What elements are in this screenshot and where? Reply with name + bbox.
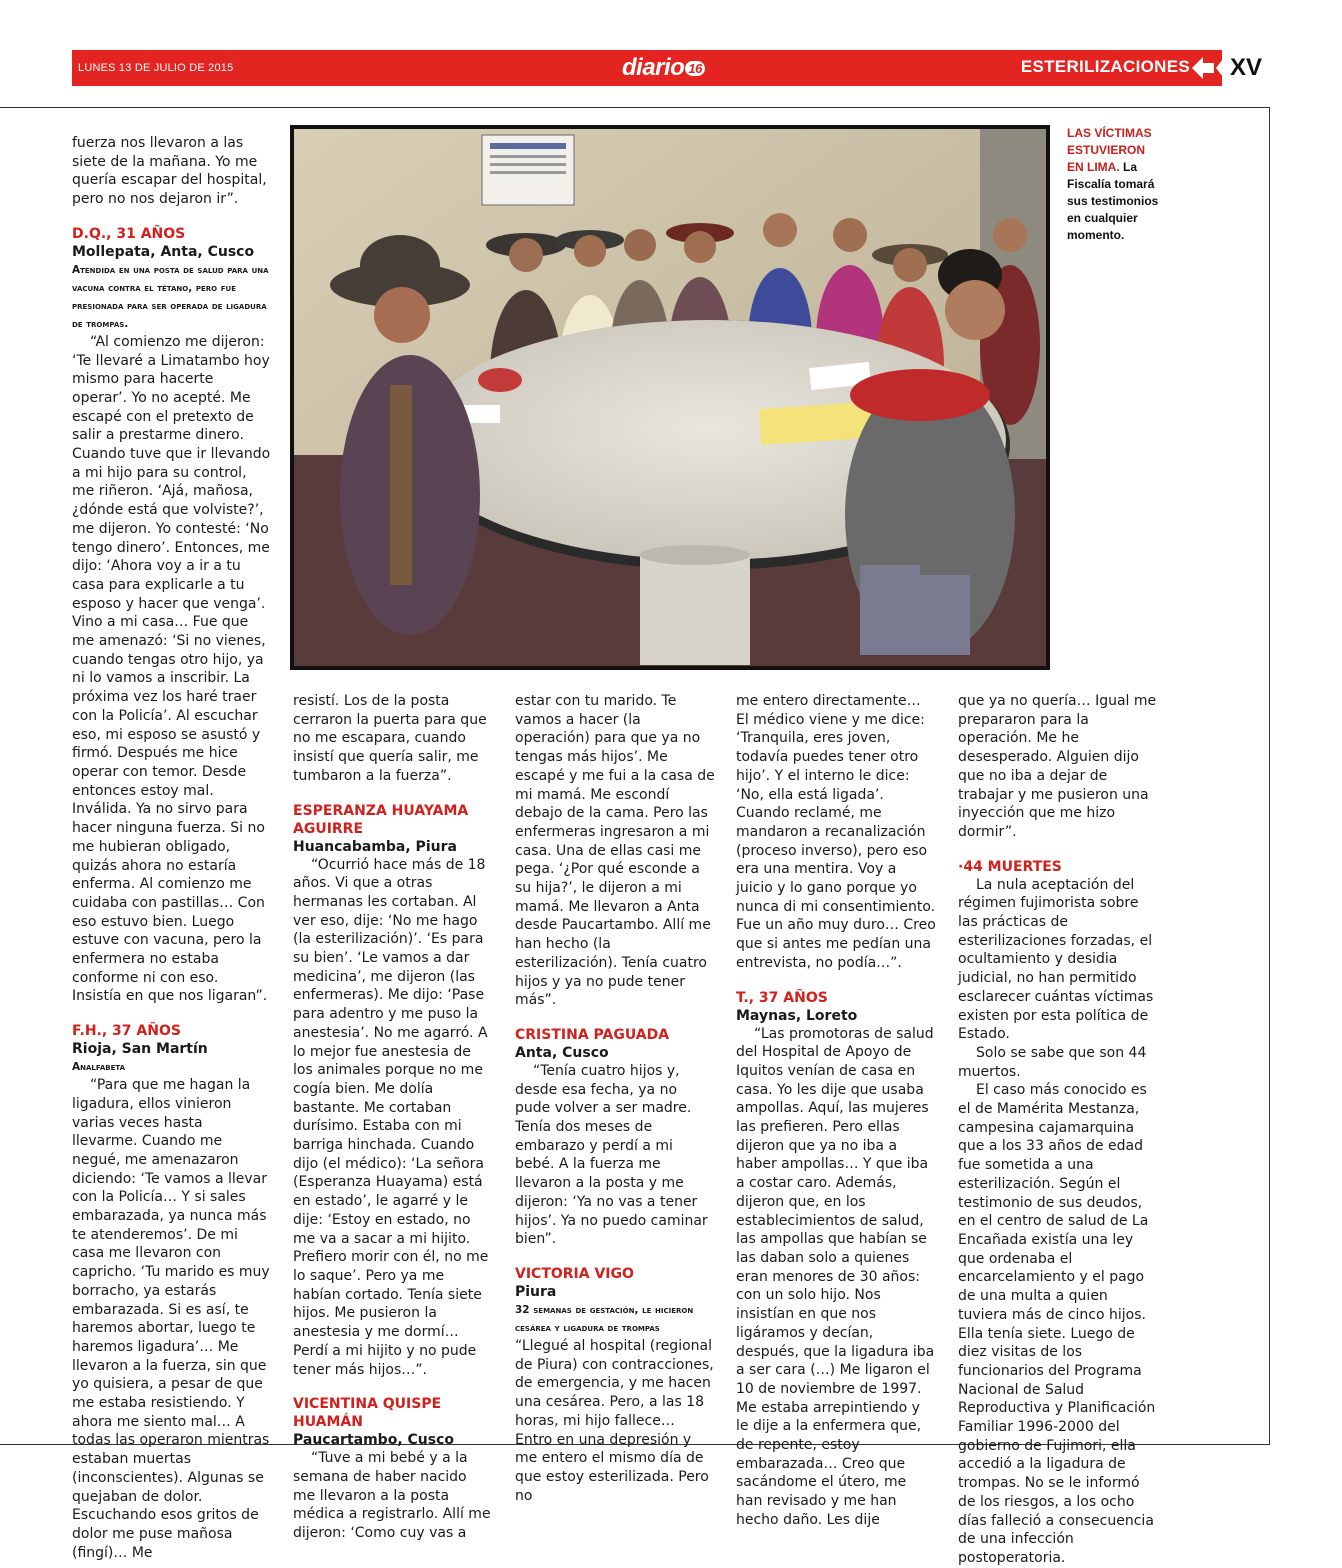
testimony-name: CRISTINA PAGUADA	[515, 1026, 670, 1043]
column-1	[72, 134, 272, 1562]
paragraph: fuerza nos llevaron a las siete de la mañana. Yo me quería escapar del hospital, pero no nos dejaron ir”.	[72, 135, 267, 208]
testimony-text: “Las promotoras de salud del Hospital de Apoyo de Iquitos venían de casa en casa. Yo les dije que usaba ampollas. Aquí, las mujeres las prefieren. Pero ellas dijeron que ya no iba a haber ampollas… Y que iba a costar caro. Además, dijeron que, en los establecimientos de salud, las ampollas que habían se las daban solo a quienes eran menores de 30 años: con un solo hijo. Nos insistían en que nos ligáramos y decían, después, que la ligadura iba a ser cara (…) Me ligaron el 10 de noviembre de 1997. Me estaba arrepintiendo y le dije a la enfermera que, de repente, estoy embarazada… Creo que sacándome el útero, me han revisado y me han hecho daño. Les dije	[736, 1025, 935, 1528]
testimony-subtitle: Atendida en una posta de salud para una vacuna contra el tétano, pero fue presionada para ser operada de ligadura de trompas.	[72, 263, 269, 330]
testimony-place: Mollepata, Anta, Cusco	[72, 243, 255, 260]
testimony-subtitle: 32 semanas de gestación, le hicieron cesárea y ligadura de trompas	[515, 1303, 694, 1334]
testimony-text: “Para que me hagan la ligadura, ellos vinieron varias veces hasta llevarme. Cuando me negué, me amenazaron diciendo: ‘Te vamos a llevar con la Policía… Y si sales embarazada, ya nunca más te atenderemos’. De mi casa me llevaron con capricho. ‘Tu marido es muy borracho, ya estarás embarazada. Si es así, te haremos abortar, luego te haremos ligadura’… Me llevaron a la fuerza, sin que yo quisiera, a pesar de que me estaba resistiendo. Y ahora me siento mal… A todas las operaron mientras estaban muertas (inconscientes). Algunas se quejaban de dolor. Escuchando esos gritos de dolor me puse mañosa (fingí)… Me	[72, 1077, 270, 1561]
header-date: LUNES 13 DE JULIO DE 2015	[78, 62, 234, 74]
testimony-text: “Ocurrió hace más de 18 años. Vi que a otras hermanas les cortaban. Al ver eso, dije: ‘No me hago (la esterilización)’. ‘Es para su bien’. ‘Le vamos a dar medicina’, me dijeron (las enfermeras). Me dijo: ‘Pase para adentro y me puso la anestesia’. No me agarró. A lo mejor fue anestesia de los animales porque no me cogía bien. Me dolía bastante. Me cortaban durísimo. Estaba con mi barriga hinchada. Cuando dijo (el médico): ‘La señora (Esperanza Huayama) está en estado’, le agarré y le dije: ‘Estoy en estado, no me va a sacar a mi hijito. Prefiero morir con él, no me lo saque’. Pero ya me habían cortado. Tenía siete hijos. Me pusieron la anestesia y me dormí… Perdí a mi hijito y no pude tener más hijos…”.	[293, 856, 489, 1378]
logo-number: 16	[685, 61, 704, 76]
section-title: ESTERILIZACIONES	[1020, 57, 1190, 76]
photo-women-around-table-icon	[290, 125, 1050, 670]
testimony-name: T., 37 AÑOS	[736, 989, 828, 1006]
caption-lead: LAS VÍCTIMAS ESTUVIERON EN LIMA.	[1067, 126, 1152, 174]
testimony-text: “Llegué al hospital (regional de Piura) con contracciones, de emergencia, y me hacen una cesárea. Pero, a las 18 horas, mi hijo fallece… Entro en una depresión y me entero el mismo día de que estoy esterilizada. Pero no	[515, 1337, 714, 1504]
testimony-place: Piura	[515, 1283, 557, 1300]
newspaper-logo	[622, 54, 705, 82]
article-photo	[290, 125, 1050, 670]
column-2	[293, 692, 493, 1543]
paragraph: me entero directamente… El médico viene y me dice: ‘Tranquila, eres joven, todavía puedes tener otro hijo’. Y el interno le dice: ‘No, ella está ligada’. Cuando reclamé, me mandaron a recanalización (proceso inverso), pero eso era una mentira. Voy a juicio y lo gano porque yo nunca di mi consentimiento. Fue un año muy duro… Creo que si antes me pedían una entrevista, no podía…”.	[736, 693, 936, 971]
testimony-name: ESPERANZA HUAYAMA AGUIRRE	[293, 802, 469, 837]
testimony-text: “Tuve a mi bebé y a la semana de haber nacido me llevaron a la posta médica a registrarlo. Allí me dijeron: ‘Como cuy vas a	[293, 1450, 491, 1542]
testimony-place: Paucartambo, Cusco	[293, 1432, 454, 1449]
divider-right	[1269, 107, 1270, 1445]
page-header	[72, 50, 1270, 86]
column-5	[958, 692, 1158, 1568]
testimony-place: Maynas, Loreto	[736, 1007, 858, 1024]
page-number: XV	[1222, 50, 1270, 86]
photo-caption	[1067, 125, 1162, 244]
paragraph: La nula aceptación del régimen fujimorista sobre las prácticas de esterilizaciones forzadas, el ocultamiento y desidia judicial, no han permitido esclarecer cuántas víctimas existen por esta política de Estado.	[958, 876, 1154, 1043]
column-3	[515, 692, 715, 1505]
testimony-name: F.H., 37 AÑOS	[72, 1023, 181, 1040]
section-heading: ·44 MUERTES	[958, 858, 1062, 875]
paragraph: resistí. Los de la posta cerraron la puerta para que no me escapara, cuando insistí que quería salir, me tumbaron a la fuerza”.	[293, 693, 487, 784]
testimony-place: Rioja, San Martín	[72, 1041, 208, 1058]
paragraph: Solo se sabe que son 44 muertos.	[958, 1044, 1147, 1080]
testimony-name: D.Q., 31 AÑOS	[72, 225, 186, 242]
testimony-place: Huancabamba, Piura	[293, 838, 457, 855]
testimony-name: VICENTINA QUISPE HUAMÁN	[293, 1396, 442, 1431]
paragraph: El caso más conocido es el de Mamérita Mestanza, campesina cajamarquina que a los 33 años de edad fue sometida a una esterilización. Según el testimonio de sus deudos, en el centro de salud de La Encañada existía una ley que ordenaba el encarcelamiento y el pago de una multa a quien tuviera más de cinco hijos. Ella tenía siete. Luego de diez visitas de los funcionarios del Programa Nacional de Salud Reproductiva y Planificación Familiar 1996-2000 del gobierno de Fujimori, ella accedió a la ligadura de trompas. No se le informó de los riesgos, a los ocho días falleció a consecuencia de una infección postoperatoria.	[958, 1082, 1156, 1566]
testimony-name: VICTORIA VIGO	[515, 1265, 634, 1282]
divider-top	[0, 107, 1270, 108]
paragraph: estar con tu marido. Te vamos a hacer (la operación) para que ya no tengas más hijos’. Me escapé y me fui a la casa de mi mamá. Me escondí debajo de la cama. Pero las enfermeras ingresaron a mi casa. Una de ellas casi me pega. ‘¿Por qué esconde a su hija?’, le dijeron a mi mamá. Me llevaron a Anta desde Paucartambo. Allí me han hecho (la esterilización). Tenía cuatro hijos y ya no pude tener más”.	[515, 693, 715, 1009]
caption-text: La Fiscalía tomará sus testimonios en cualquier momento.	[1067, 160, 1159, 242]
testimony-place: Anta, Cusco	[515, 1044, 609, 1061]
testimony-subtitle: Analfabeta	[72, 1061, 126, 1074]
logo-text: diario	[622, 54, 685, 81]
paragraph: que ya no quería… Igual me prepararon para la operación. Me he desesperado. Alguien dijo que no iba a dejar de trabajar y me pusieron una inyección que me hizo dormir”.	[958, 693, 1157, 840]
testimony-text: “Al comienzo me dijeron: ‘Te llevaré a Limatambo hoy mismo para hacerte operar’. Yo no acepté. Me escapé con el pretexto de salir a prestarme dinero. Cuando tuve que ir llevando a mi hijo para su control, me riñeron. ‘Ajá, mañosa, ¿dónde está que volviste?’, me dijeron. Yo contesté: ‘No tengo dinero’. Entonces, me dijo: ‘Ahora voy a ir a tu casa para explicarle a tu esposo y hacer que venga’. Vino a mi casa… Fue que me amenazó: ‘Si no vienes, cuando tengas otro hijo, ya ni lo vamos a inscribir. La próxima vez los haré traer con la Policía’. Al escuchar eso, mi esposo se asustó y firmó. Después me hice operar con temor. Desde entonces estoy mal. Inválida. Ya no sirvo para hacer ninguna fuerza. Si no me hubieran obligado, quizás ahora no estaría enferma. Al comienzo me cuidaba con pastillas… Con eso estuvo bien. Luego estuve con vacuna, pero la enfermera no estaba conforme ni con eso. Insistía en que nos ligaran”.	[72, 333, 271, 1005]
column-4	[736, 692, 936, 1530]
arrow-left-icon	[1192, 55, 1214, 81]
testimony-text: “Tenía cuatro hijos y, desde esa fecha, ya no pude volver a ser madre. Tenía dos meses de embarazo y perdí a mi bebé. A la fuerza me llevaron a la posta y me dijeron: ‘Ya no vas a tener hijos’. Ya no puedo caminar bien”.	[515, 1062, 708, 1248]
